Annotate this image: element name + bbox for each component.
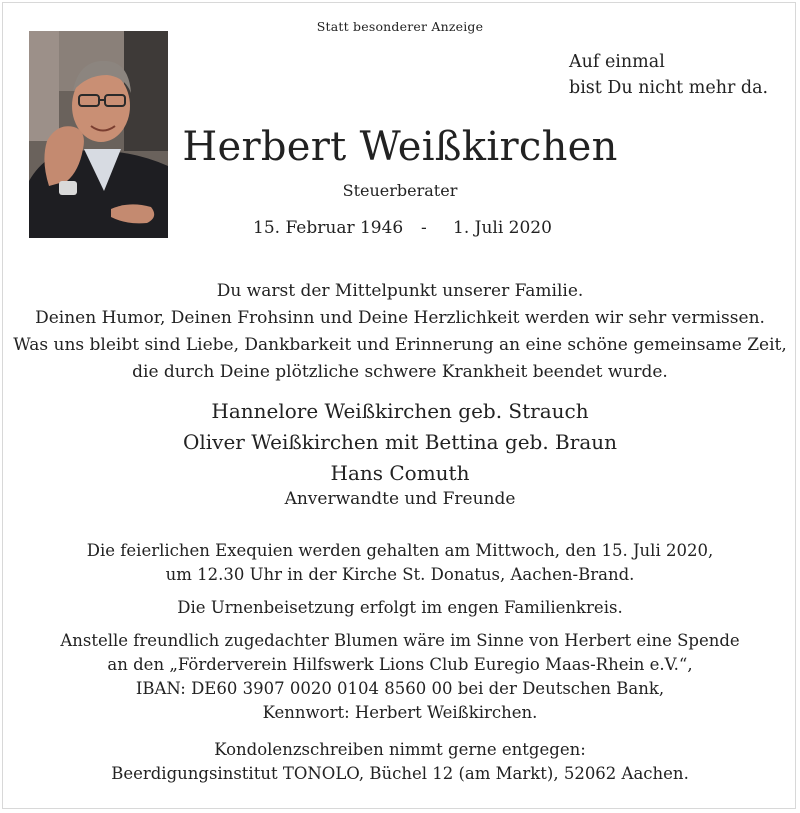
service-info <box>0 539 800 587</box>
quote-line: bist Du nicht mehr da. <box>569 78 769 98</box>
notice-heading: Statt besonderer Anzeige <box>316 19 484 34</box>
donation-line: an den „Förderverein Hilfswerk Lions Club Euregio Maas-Rhein e.V.“, <box>107 655 693 674</box>
mourners-list <box>0 396 800 489</box>
deceased-name: Herbert Weißkirchen <box>182 124 618 170</box>
donation-line: Anstelle freundlich zugedachter Blumen wäre im Sinne von Herbert eine Spende <box>60 631 740 650</box>
quote-text <box>569 49 768 101</box>
donation-info <box>0 629 800 725</box>
tribute-line: Du warst der Mittelpunkt unserer Familie. <box>216 281 584 301</box>
mourner-name: Hans Comuth <box>330 461 470 485</box>
tribute-line: Deinen Humor, Deinen Frohsinn und Deine Herzlichkeit werden wir sehr vermissen. <box>35 308 765 328</box>
condolences-line: Beerdigungsinstitut TONOLO, Büchel 12 (am Markt), 52062 Aachen. <box>111 764 689 783</box>
quote-line: Auf einmal <box>569 52 665 72</box>
deceased-profession: Steuerberater <box>342 181 458 200</box>
relatives-line: Anverwandte und Freunde <box>284 489 516 509</box>
mourner-name: Oliver Weißkirchen mit Bettina geb. Braun <box>182 430 617 454</box>
donation-line: IBAN: DE60 3907 0020 0104 8560 00 bei der Deutschen Bank, <box>135 679 665 698</box>
birth-date: 15. Februar 1946 <box>253 218 404 238</box>
date-separator: - <box>421 218 427 238</box>
donation-line: Kennwort: Herbert Weißkirchen. <box>262 703 538 722</box>
burial-info: Die Urnenbeisetzung erfolgt im engen Familienkreis. <box>177 598 623 617</box>
service-line: Die feierlichen Exequien werden gehalten am Mittwoch, den 15. Juli 2020, <box>86 541 714 560</box>
tribute-text <box>0 278 800 386</box>
tribute-line: Was uns bleibt sind Liebe, Dankbarkeit und Erinnerung an eine schöne gemeinsame Zeit, <box>13 335 787 355</box>
mourner-name: Hannelore Weißkirchen geb. Strauch <box>211 399 589 423</box>
condolences-line: Kondolenzschreiben nimmt gerne entgegen: <box>214 740 586 759</box>
death-date: 1. Juli 2020 <box>453 218 552 238</box>
condolences-info <box>0 738 800 786</box>
service-line: um 12.30 Uhr in der Kirche St. Donatus, Aachen-Brand. <box>165 565 635 584</box>
tribute-line: die durch Deine plötzliche schwere Krankheit beendet wurde. <box>132 362 668 382</box>
